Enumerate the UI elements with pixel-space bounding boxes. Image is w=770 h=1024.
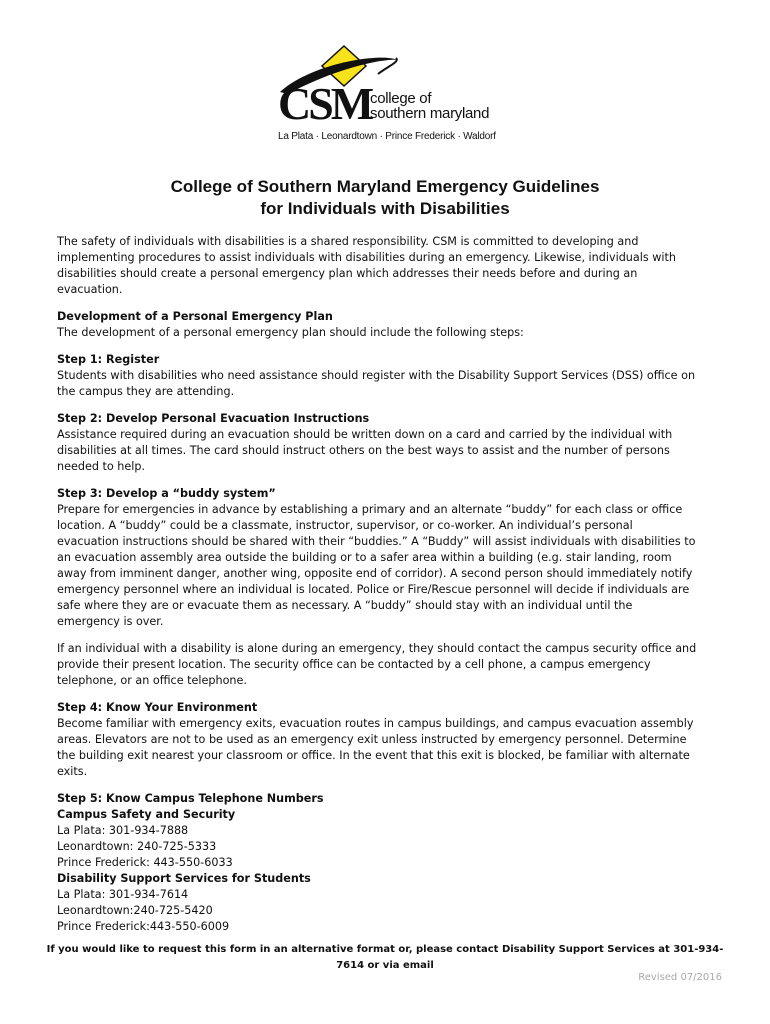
csm-logo bbox=[270, 44, 510, 144]
phone-number: La Plata: 301-934-7614 bbox=[57, 888, 189, 901]
development-text: The development of a personal emergency plan should include the following steps: bbox=[57, 326, 524, 339]
page-title bbox=[0, 176, 770, 220]
phone-number: La Plata: 301-934-7888 bbox=[57, 824, 189, 837]
phone-number: Leonardtown: 240-725-5333 bbox=[57, 840, 217, 853]
development-heading: Development of a Personal Emergency Plan bbox=[57, 310, 333, 323]
step3-text: Prepare for emergencies in advance by establishing a primary and an alternate “buddy” for each class or office location. A “buddy” could be a classmate, instructor, supervisor, or co-worker. An individual’s personal evacuation instructions should be shared with their “buddies.” A “Buddy” will assist individuals with disabilities to an evacuation assembly area outside the building or to a safer area within a building (e.g. stair landing, room away from imminent danger, another wing, opposite end of corridor). A second person should immediately notify emergency personnel where an individual is located. Police or Fire/Rescue personnel will decide if individuals are safe where they are or evacuate them as necessary. A “buddy” should stay with an individual until the emergency is over. bbox=[57, 503, 696, 628]
alternative-format-note: If you would like to request this form in an alternative format or, please contact Disability Support Services at 301-934-7614 or via email bbox=[46, 944, 724, 971]
logo-name-line2: southern maryland bbox=[370, 105, 490, 122]
intro-paragraph: The safety of individuals with disabilities is a shared responsibility. CSM is committed to developing and implementing procedures to assist individuals with disabilities during an emergency. Likewise, individuals with disabilities should create a personal emergency plan which addresses their needs before and during an evacuation. bbox=[57, 235, 676, 296]
logo-campuses: La Plata · Leonardtown · Prince Frederick · Waldorf bbox=[278, 131, 496, 142]
step1-heading: Step 1: Register bbox=[57, 353, 160, 366]
phone-number: Prince Frederick:443-550-6009 bbox=[57, 920, 230, 933]
step2-heading: Step 2: Develop Personal Evacuation Instructions bbox=[57, 412, 370, 425]
step4-text: Become familiar with emergency exits, evacuation routes in campus buildings, and campus evacuation assembly areas. Elevators are not to be used as an emergency exit unless instructed by emergency personnel. Determine the building exit nearest your classroom or office. In the event that this exit is blocked, be familiar with alternate exits. bbox=[57, 717, 694, 778]
step4-heading: Step 4: Know Your Environment bbox=[57, 701, 258, 714]
title-line1: College of Southern Maryland Emergency Guidelines bbox=[170, 177, 600, 196]
alone-paragraph: If an individual with a disability is alone during an emergency, they should contact the campus security office and provide their present location. The security office can be contacted by a cell phone, a campus emergency telephone, or an office telephone. bbox=[57, 642, 697, 687]
phone-number: Prince Frederick: 443-550-6033 bbox=[57, 856, 233, 869]
title-line2: for Individuals with Disabilities bbox=[260, 199, 510, 218]
step5-heading: Step 5: Know Campus Telephone Numbers bbox=[57, 792, 324, 805]
campus-safety-heading: Campus Safety and Security bbox=[57, 808, 236, 821]
dss-heading: Disability Support Services for Students bbox=[57, 872, 311, 885]
step2-text: Assistance required during an evacuation should be written down on a card and carried by the individual with disabilities at all times. The card should instruct others on the best ways to assist and the number of persons needed to help. bbox=[57, 428, 673, 473]
step3-heading: Step 3: Develop a “buddy system” bbox=[57, 487, 276, 500]
document-body bbox=[57, 234, 697, 935]
phone-number: Leonardtown:240-725-5420 bbox=[57, 904, 213, 917]
revised-date: Revised 07/2016 bbox=[638, 972, 722, 983]
step1-text: Students with disabilities who need assistance should register with the Disability Support Services (DSS) office on the campus they are attending. bbox=[57, 369, 696, 398]
logo-college-name bbox=[370, 91, 489, 121]
logo-name-line1: college of bbox=[370, 90, 432, 107]
logo-letters: CSM bbox=[278, 78, 372, 129]
